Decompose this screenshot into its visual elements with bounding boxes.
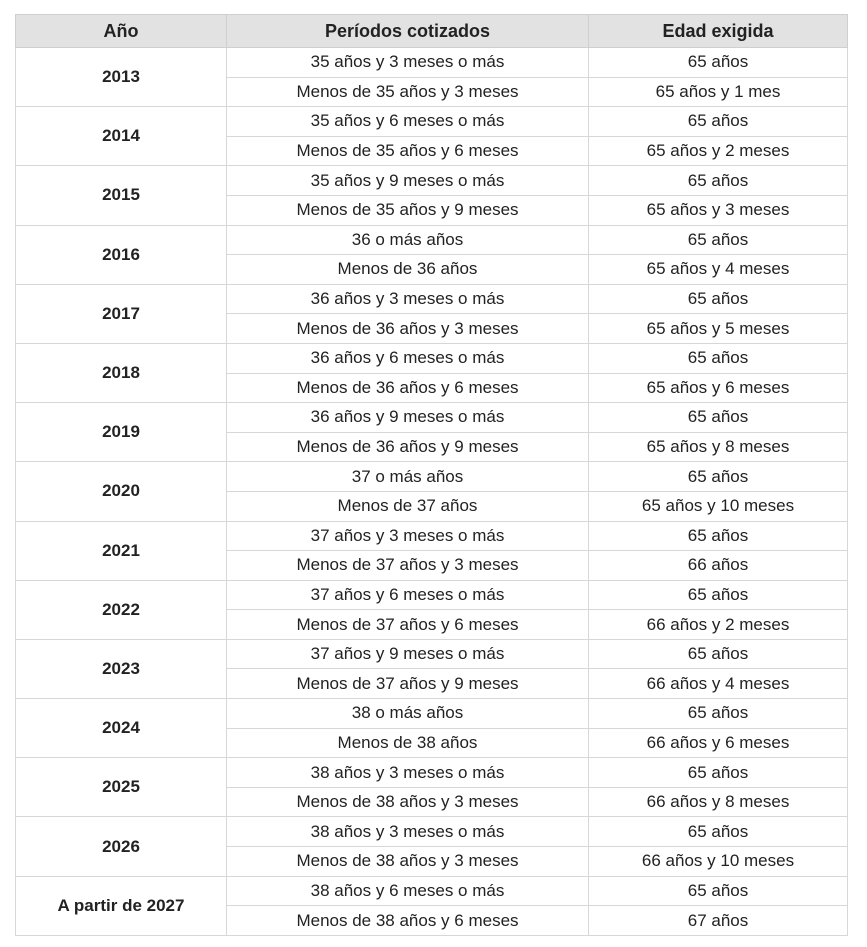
required-age-cell: 65 años bbox=[589, 166, 848, 196]
required-age-cell: 65 años bbox=[589, 284, 848, 314]
table-row bbox=[16, 758, 848, 788]
period-cell: 38 años y 6 meses o más bbox=[227, 876, 589, 906]
year-cell: A partir de 2027 bbox=[16, 876, 227, 935]
period-cell: 38 o más años bbox=[227, 699, 589, 729]
required-age-cell: 65 años bbox=[589, 403, 848, 433]
period-cell: Menos de 38 años bbox=[227, 728, 589, 758]
header-contribution-periods: Períodos cotizados bbox=[227, 15, 589, 48]
table-body bbox=[16, 48, 848, 936]
required-age-cell: 65 años bbox=[589, 48, 848, 78]
table-row bbox=[16, 225, 848, 255]
required-age-cell: 66 años y 10 meses bbox=[589, 847, 848, 877]
header-year: Año bbox=[16, 15, 227, 48]
required-age-cell: 65 años bbox=[589, 876, 848, 906]
year-cell: 2018 bbox=[16, 343, 227, 402]
table-row bbox=[16, 462, 848, 492]
period-cell: 35 años y 6 meses o más bbox=[227, 107, 589, 137]
period-cell: Menos de 36 años bbox=[227, 255, 589, 285]
year-cell: 2015 bbox=[16, 166, 227, 225]
year-cell: 2025 bbox=[16, 758, 227, 817]
year-cell: 2026 bbox=[16, 817, 227, 876]
table-row bbox=[16, 817, 848, 847]
required-age-cell: 65 años y 6 meses bbox=[589, 373, 848, 403]
table-row bbox=[16, 876, 848, 906]
period-cell: 36 años y 9 meses o más bbox=[227, 403, 589, 433]
period-cell: Menos de 38 años y 3 meses bbox=[227, 847, 589, 877]
required-age-cell: 65 años bbox=[589, 343, 848, 373]
year-cell: 2013 bbox=[16, 48, 227, 107]
required-age-cell: 66 años y 8 meses bbox=[589, 787, 848, 817]
retirement-age-table-container bbox=[15, 14, 848, 936]
table-row bbox=[16, 699, 848, 729]
required-age-cell: 66 años y 2 meses bbox=[589, 610, 848, 640]
required-age-cell: 65 años y 5 meses bbox=[589, 314, 848, 344]
required-age-cell: 65 años bbox=[589, 462, 848, 492]
period-cell: 35 años y 9 meses o más bbox=[227, 166, 589, 196]
period-cell: Menos de 38 años y 3 meses bbox=[227, 787, 589, 817]
period-cell: 36 años y 6 meses o más bbox=[227, 343, 589, 373]
period-cell: 35 años y 3 meses o más bbox=[227, 48, 589, 78]
table-row bbox=[16, 166, 848, 196]
period-cell: Menos de 37 años bbox=[227, 491, 589, 521]
period-cell: 37 años y 9 meses o más bbox=[227, 639, 589, 669]
table-row bbox=[16, 284, 848, 314]
required-age-cell: 65 años bbox=[589, 758, 848, 788]
year-cell: 2014 bbox=[16, 107, 227, 166]
required-age-cell: 65 años bbox=[589, 817, 848, 847]
period-cell: Menos de 36 años y 9 meses bbox=[227, 432, 589, 462]
required-age-cell: 65 años y 4 meses bbox=[589, 255, 848, 285]
required-age-cell: 65 años bbox=[589, 107, 848, 137]
required-age-cell: 65 años y 1 mes bbox=[589, 77, 848, 107]
table-row bbox=[16, 403, 848, 433]
period-cell: Menos de 36 años y 6 meses bbox=[227, 373, 589, 403]
period-cell: 38 años y 3 meses o más bbox=[227, 817, 589, 847]
year-cell: 2021 bbox=[16, 521, 227, 580]
period-cell: Menos de 37 años y 6 meses bbox=[227, 610, 589, 640]
period-cell: 36 años y 3 meses o más bbox=[227, 284, 589, 314]
period-cell: Menos de 35 años y 9 meses bbox=[227, 195, 589, 225]
year-cell: 2020 bbox=[16, 462, 227, 521]
table-row bbox=[16, 521, 848, 551]
required-age-cell: 66 años y 6 meses bbox=[589, 728, 848, 758]
table-row bbox=[16, 580, 848, 610]
table-header bbox=[16, 15, 848, 48]
required-age-cell: 65 años y 8 meses bbox=[589, 432, 848, 462]
period-cell: Menos de 35 años y 3 meses bbox=[227, 77, 589, 107]
year-cell: 2016 bbox=[16, 225, 227, 284]
year-cell: 2017 bbox=[16, 284, 227, 343]
required-age-cell: 65 años y 2 meses bbox=[589, 136, 848, 166]
table-row bbox=[16, 48, 848, 78]
period-cell: 37 años y 6 meses o más bbox=[227, 580, 589, 610]
period-cell: Menos de 37 años y 9 meses bbox=[227, 669, 589, 699]
period-cell: 37 años y 3 meses o más bbox=[227, 521, 589, 551]
required-age-cell: 65 años y 3 meses bbox=[589, 195, 848, 225]
year-cell: 2024 bbox=[16, 699, 227, 758]
required-age-cell: 65 años bbox=[589, 580, 848, 610]
period-cell: 36 o más años bbox=[227, 225, 589, 255]
required-age-cell: 65 años y 10 meses bbox=[589, 491, 848, 521]
required-age-cell: 65 años bbox=[589, 639, 848, 669]
header-required-age: Edad exigida bbox=[589, 15, 848, 48]
header-row bbox=[16, 15, 848, 48]
period-cell: 37 o más años bbox=[227, 462, 589, 492]
table-row bbox=[16, 343, 848, 373]
period-cell: Menos de 38 años y 6 meses bbox=[227, 906, 589, 936]
period-cell: Menos de 37 años y 3 meses bbox=[227, 551, 589, 581]
required-age-cell: 66 años y 4 meses bbox=[589, 669, 848, 699]
period-cell: 38 años y 3 meses o más bbox=[227, 758, 589, 788]
year-cell: 2019 bbox=[16, 403, 227, 462]
required-age-cell: 65 años bbox=[589, 225, 848, 255]
period-cell: Menos de 36 años y 3 meses bbox=[227, 314, 589, 344]
year-cell: 2023 bbox=[16, 639, 227, 698]
required-age-cell: 67 años bbox=[589, 906, 848, 936]
required-age-cell: 65 años bbox=[589, 699, 848, 729]
table-row bbox=[16, 639, 848, 669]
required-age-cell: 66 años bbox=[589, 551, 848, 581]
period-cell: Menos de 35 años y 6 meses bbox=[227, 136, 589, 166]
table-row bbox=[16, 107, 848, 137]
retirement-age-table bbox=[15, 14, 848, 936]
year-cell: 2022 bbox=[16, 580, 227, 639]
required-age-cell: 65 años bbox=[589, 521, 848, 551]
